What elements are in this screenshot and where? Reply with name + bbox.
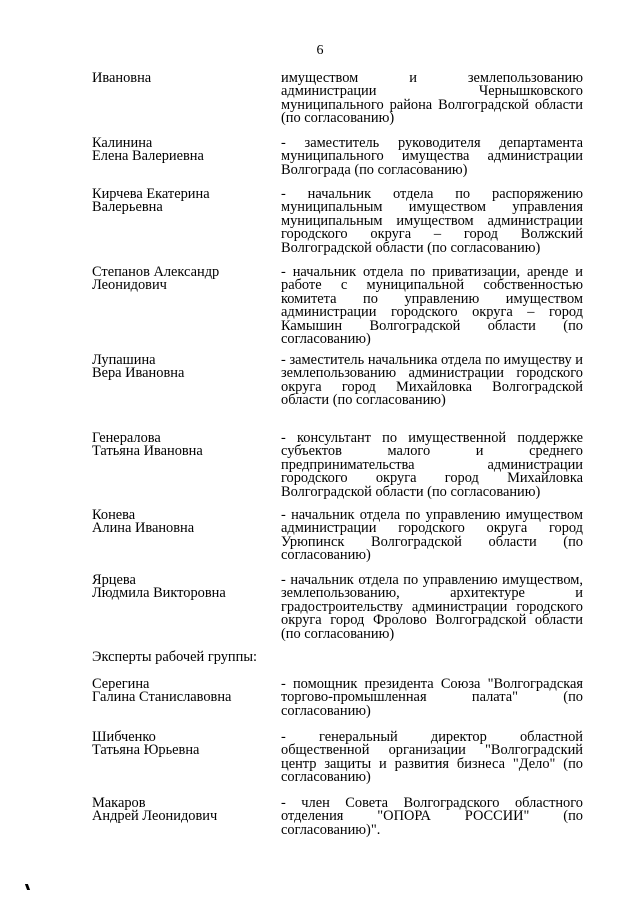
member-name: Ивановна bbox=[92, 70, 152, 86]
member-name: Калинина Елена Валериевна bbox=[92, 135, 204, 165]
expert-role: - помощник президента Союза "Волгоградская торгово-промышленная палата" (по согласованию) bbox=[281, 676, 583, 719]
member-name: Конева Алина Ивановна bbox=[92, 507, 195, 537]
member-name: Генералова Татьяна Ивановна bbox=[92, 430, 203, 460]
experts-heading: Эксперты рабочей группы: bbox=[92, 649, 257, 665]
member-role: имуществом и землепользованию администрации Чернышковского муниципального района Волгоградской области (по согласованию) bbox=[281, 70, 583, 127]
member-role: - начальник отдела по управлению имуществом, землепользованию, архитектуре и градостроительству администрации городского округа город Фролово Волгоградской области (по согласованию) bbox=[281, 572, 583, 642]
member-name: Лупашина Вера Ивановна bbox=[92, 352, 185, 382]
expert-role: - член Совета Волгоградского областного отделения "ОПОРА РОССИИ" (по согласованию)". bbox=[281, 795, 583, 838]
member-role: - начальник отдела по управлению имуществом администрации городского округа город Урюпинск Волгоградской области (по согласованию) bbox=[281, 507, 583, 564]
member-role: - заместитель начальника отдела по имуществу и землепользованию администрации городского округа город Михайловка Волгоградской области (по согласованию) bbox=[281, 352, 583, 409]
member-role: - заместитель руководителя департамента муниципального имущества администрации Волгограда (по согласованию) bbox=[281, 135, 583, 178]
member-name: Ярцева Людмила Викторовна bbox=[92, 572, 226, 602]
member-role: - начальник отдела по приватизации, аренде и работе с муниципальной собственностью комитета по управлению имуществом администрации городского округа – город Камышин Волгоградской области (по согласованию) bbox=[281, 264, 583, 348]
page-number: 6 bbox=[316, 43, 324, 58]
expert-name: Шибченко Татьяна Юрьевна bbox=[92, 729, 200, 759]
expert-role: - генеральный директор областной общественной организации "Волгоградский центр защиты и развития бизнеса "Дело" (по согласованию) bbox=[281, 729, 583, 786]
scan-mark bbox=[25, 884, 30, 890]
expert-name: Серегина Галина Станиславовна bbox=[92, 676, 232, 706]
member-role: - начальник отдела по распоряжению муниципальным имуществом управления муниципальным имуществом администрации городского округа – город Волжский Волгоградской области (по согласованию) bbox=[281, 186, 583, 256]
member-role: - консультант по имущественной поддержке субъектов малого и среднего предпринимательства администрации городского округа город Михайловка Волгоградской области (по согласованию) bbox=[281, 430, 583, 500]
member-name: Степанов Александр Леонидович bbox=[92, 264, 220, 294]
expert-name: Макаров Андрей Леонидович bbox=[92, 795, 218, 825]
member-name: Кирчева Екатерина Валерьевна bbox=[92, 186, 210, 216]
